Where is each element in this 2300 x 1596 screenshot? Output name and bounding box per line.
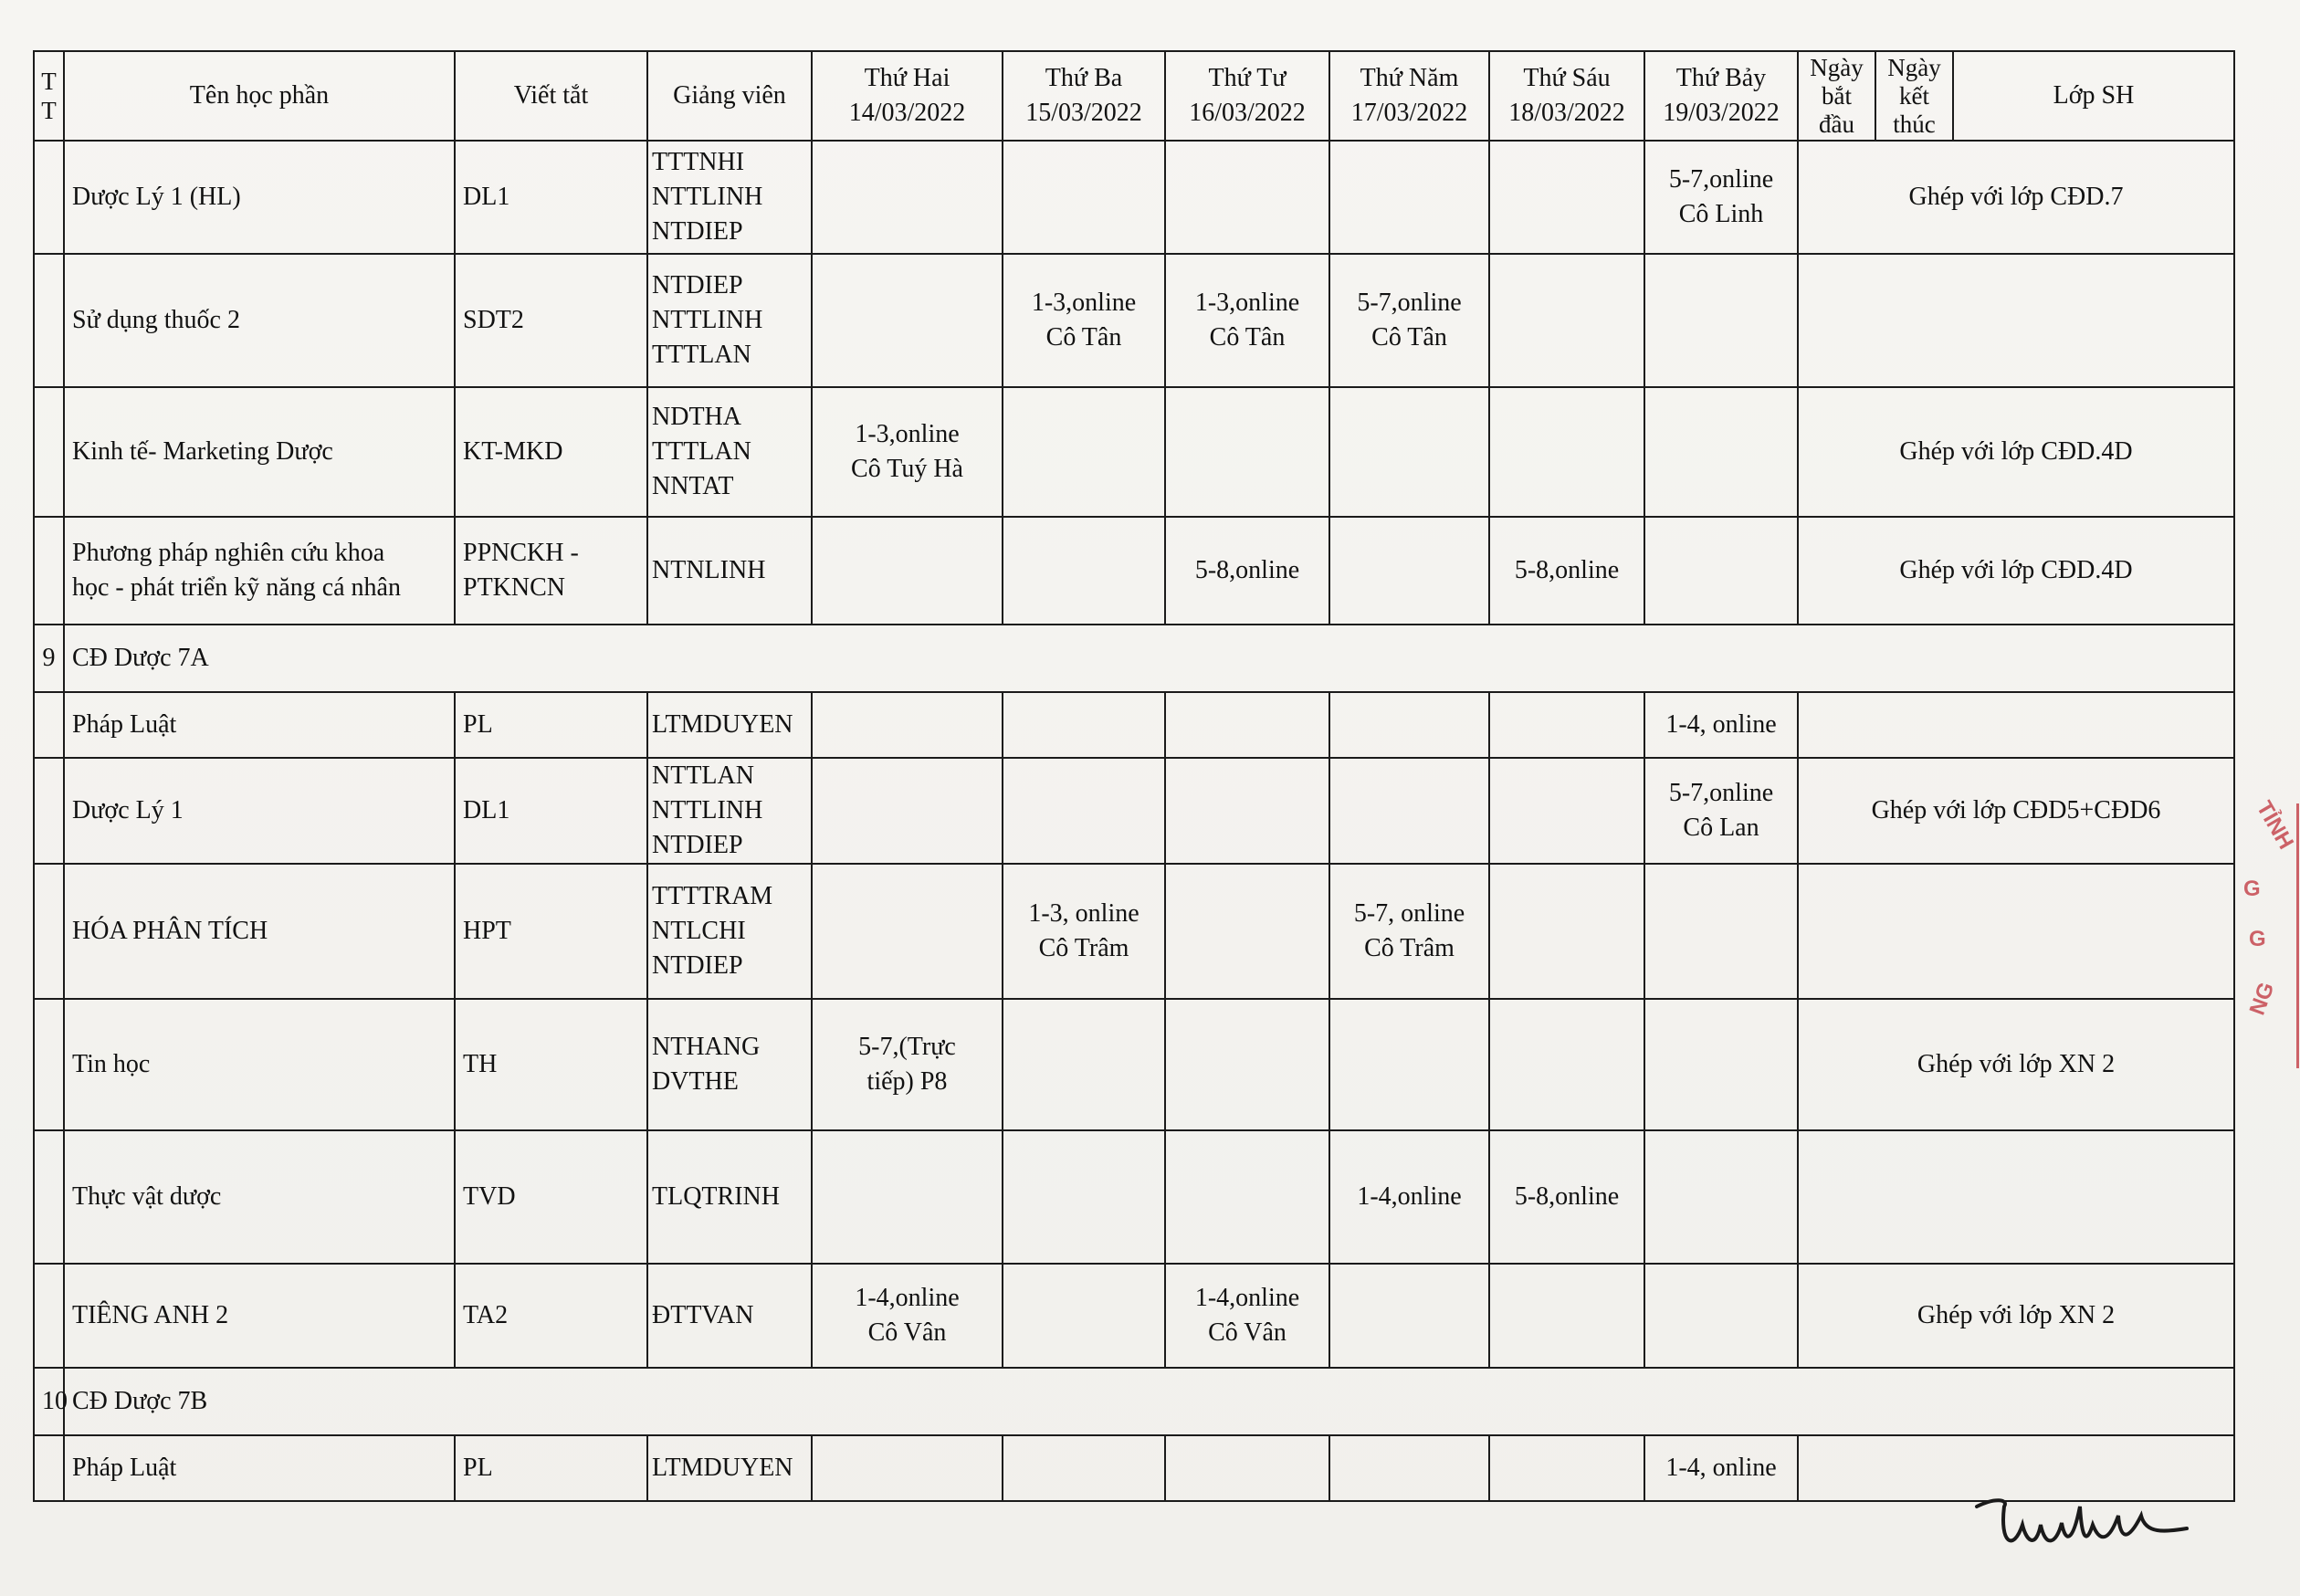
day-cell: 5-7, online Cô Trâm (1329, 864, 1489, 999)
header-course: Tên học phần (64, 51, 455, 141)
day-cell (1329, 1264, 1489, 1368)
schedule-table (33, 50, 2235, 1502)
day-cell: 5-8,online (1489, 517, 1644, 625)
day-cell (812, 1130, 1003, 1264)
header-day-fri: Thứ Sáu 18/03/2022 (1489, 51, 1644, 141)
day-cell: 1-3,online Cô Tuý Hà (812, 387, 1003, 517)
day-cell (1489, 864, 1644, 999)
day-cell (1329, 1435, 1489, 1501)
stt-cell (34, 254, 64, 387)
abbr-cell: PPNCKH - PTKNCN (455, 517, 647, 625)
day-cell (1165, 1435, 1329, 1501)
day-cell (812, 864, 1003, 999)
day-cell (812, 1435, 1003, 1501)
day-cell (1644, 864, 1798, 999)
course-cell: Sử dụng thuốc 2 (64, 254, 455, 387)
table-row (34, 387, 2234, 517)
header-class: Lớp SH (1953, 51, 2234, 141)
day-cell (1329, 758, 1489, 864)
day-cell (1329, 517, 1489, 625)
header-day-mon: Thứ Hai 14/03/2022 (812, 51, 1003, 141)
table-row (34, 692, 2234, 758)
day-cell (812, 692, 1003, 758)
day-cell: 5-7,online Cô Tân (1329, 254, 1489, 387)
stamp-text: TỈNH (2251, 796, 2299, 854)
class-note-cell: Ghép với lớp CĐD.4D (1798, 387, 2234, 517)
schedule-body (34, 141, 2234, 1501)
day-cell: 5-8,online (1489, 1130, 1644, 1264)
day-cell (1644, 1130, 1798, 1264)
stamp-text: G (2243, 877, 2261, 901)
stt-cell (34, 1264, 64, 1368)
header-day-tue: Thứ Ba 15/03/2022 (1003, 51, 1165, 141)
day-cell: 1-3,online Cô Tân (1003, 254, 1165, 387)
table-row (34, 254, 2234, 387)
lecturer-cell: NTNLINH (647, 517, 812, 625)
table-row (34, 864, 2234, 999)
header-day-wed: Thứ Tư 16/03/2022 (1165, 51, 1329, 141)
abbr-cell: TH (455, 999, 647, 1130)
stt-cell (34, 517, 64, 625)
course-cell: Phương pháp nghiên cứu khoa học - phát triển kỹ năng cá nhân (64, 517, 455, 625)
abbr-cell: TA2 (455, 1264, 647, 1368)
day-cell: 1-3, online Cô Trâm (1003, 864, 1165, 999)
lecturer-cell: TTTNHI NTTLINH NTDIEP (647, 141, 812, 254)
class-note-cell (1798, 254, 2234, 387)
day-cell (1003, 1435, 1165, 1501)
day-cell (1003, 1264, 1165, 1368)
stt-cell (34, 864, 64, 999)
signature (1972, 1488, 2191, 1561)
day-cell (1165, 387, 1329, 517)
abbr-cell: KT-MKD (455, 387, 647, 517)
course-cell: Dược Lý 1 (HL) (64, 141, 455, 254)
day-cell (1644, 1264, 1798, 1368)
day-cell (1489, 692, 1644, 758)
header-abbr: Viết tắt (455, 51, 647, 141)
header-row (34, 51, 2234, 141)
course-cell: Pháp Luật (64, 692, 455, 758)
day-cell (1003, 692, 1165, 758)
day-cell: 5-7,(Trực tiếp) P8 (812, 999, 1003, 1130)
header-end-date: Ngày kết thúc (1875, 51, 1953, 141)
day-cell: 1-3,online Cô Tân (1165, 254, 1329, 387)
day-cell (1165, 1130, 1329, 1264)
lecturer-cell: TTTTRAM NTLCHI NTDIEP (647, 864, 812, 999)
course-cell: Thực vật dược (64, 1130, 455, 1264)
day-cell: 5-8,online (1165, 517, 1329, 625)
day-cell (1003, 517, 1165, 625)
day-cell (1003, 141, 1165, 254)
day-cell: 1-4,online (1329, 1130, 1489, 1264)
course-cell: Tin học (64, 999, 455, 1130)
day-cell (1644, 517, 1798, 625)
stt-cell (34, 1435, 64, 1501)
abbr-cell: SDT2 (455, 254, 647, 387)
stt-cell (34, 387, 64, 517)
abbr-cell: DL1 (455, 758, 647, 864)
course-cell: Kinh tế- Marketing Dược (64, 387, 455, 517)
table-row (34, 1130, 2234, 1264)
day-cell: 1-4,online Cô Vân (1165, 1264, 1329, 1368)
group-name: CĐ Dược 7B (64, 1368, 2234, 1435)
class-note-cell: Ghép với lớp CĐD.7 (1798, 141, 2234, 254)
header-day-sat: Thứ Bảy 19/03/2022 (1644, 51, 1798, 141)
stamp-text: NG (2244, 979, 2280, 1019)
lecturer-cell: ĐTTVAN (647, 1264, 812, 1368)
class-note-cell: Ghép với lớp CĐD.4D (1798, 517, 2234, 625)
stt-cell (34, 692, 64, 758)
day-cell (1489, 254, 1644, 387)
day-cell: 1-4, online (1644, 1435, 1798, 1501)
lecturer-cell: TLQTRINH (647, 1130, 812, 1264)
stt-cell (34, 758, 64, 864)
stt-cell (34, 999, 64, 1130)
group-stt: 9 (34, 625, 64, 692)
stt-cell (34, 1130, 64, 1264)
table-row (34, 141, 2234, 254)
day-cell (1329, 692, 1489, 758)
group-row (34, 625, 2234, 692)
class-note-cell: Ghép với lớp CĐD5+CĐD6 (1798, 758, 2234, 864)
header-tt: T T (34, 51, 64, 141)
class-note-cell: Ghép với lớp XN 2 (1798, 1264, 2234, 1368)
day-cell (812, 758, 1003, 864)
day-cell (1489, 1264, 1644, 1368)
day-cell (1489, 999, 1644, 1130)
course-cell: Pháp Luật (64, 1435, 455, 1501)
lecturer-cell: NTTLAN NTTLINH NTDIEP (647, 758, 812, 864)
day-cell (812, 141, 1003, 254)
day-cell (1003, 999, 1165, 1130)
lecturer-cell: NTDIEP NTTLINH TTTLAN (647, 254, 812, 387)
header-lecturer: Giảng viên (647, 51, 812, 141)
abbr-cell: PL (455, 1435, 647, 1501)
day-cell (1329, 387, 1489, 517)
abbr-cell: DL1 (455, 141, 647, 254)
group-row (34, 1368, 2234, 1435)
table-row (34, 758, 2234, 864)
group-name: CĐ Dược 7A (64, 625, 2234, 692)
day-cell (1489, 141, 1644, 254)
lecturer-cell: NDTHA TTTLAN NNTAT (647, 387, 812, 517)
day-cell (1003, 1130, 1165, 1264)
class-note-cell: Ghép với lớp XN 2 (1798, 999, 2234, 1130)
day-cell (812, 517, 1003, 625)
day-cell (1003, 387, 1165, 517)
day-cell: 5-7,online Cô Linh (1644, 141, 1798, 254)
class-note-cell (1798, 692, 2234, 758)
lecturer-cell: NTHANG DVTHE (647, 999, 812, 1130)
abbr-cell: HPT (455, 864, 647, 999)
day-cell (1644, 387, 1798, 517)
day-cell: 1-4,online Cô Vân (812, 1264, 1003, 1368)
day-cell (1165, 999, 1329, 1130)
day-cell (812, 254, 1003, 387)
table-row (34, 1264, 2234, 1368)
abbr-cell: TVD (455, 1130, 647, 1264)
day-cell: 5-7,online Cô Lan (1644, 758, 1798, 864)
course-cell: TIÊNG ANH 2 (64, 1264, 455, 1368)
day-cell (1329, 999, 1489, 1130)
day-cell (1329, 141, 1489, 254)
header-day-thu: Thứ Năm 17/03/2022 (1329, 51, 1489, 141)
stt-cell (34, 141, 64, 254)
stamp-text: G (2249, 927, 2266, 951)
lecturer-cell: LTMDUYEN (647, 1435, 812, 1501)
header-start-date: Ngày bắt đầu (1798, 51, 1875, 141)
day-cell (1165, 758, 1329, 864)
day-cell (1489, 387, 1644, 517)
day-cell (1644, 999, 1798, 1130)
class-note-cell (1798, 1130, 2234, 1264)
day-cell: 1-4, online (1644, 692, 1798, 758)
day-cell (1165, 692, 1329, 758)
day-cell (1489, 1435, 1644, 1501)
abbr-cell: PL (455, 692, 647, 758)
lecturer-cell: LTMDUYEN (647, 692, 812, 758)
day-cell (1644, 254, 1798, 387)
day-cell (1489, 758, 1644, 864)
day-cell (1165, 141, 1329, 254)
table-row (34, 999, 2234, 1130)
red-stamp (2196, 796, 2299, 1068)
day-cell (1165, 864, 1329, 999)
class-note-cell (1798, 864, 2234, 999)
table-row (34, 1435, 2234, 1501)
course-cell: HÓA PHÂN TÍCH (64, 864, 455, 999)
day-cell (1003, 758, 1165, 864)
group-stt: 10 (34, 1368, 64, 1435)
table-row (34, 517, 2234, 625)
course-cell: Dược Lý 1 (64, 758, 455, 864)
